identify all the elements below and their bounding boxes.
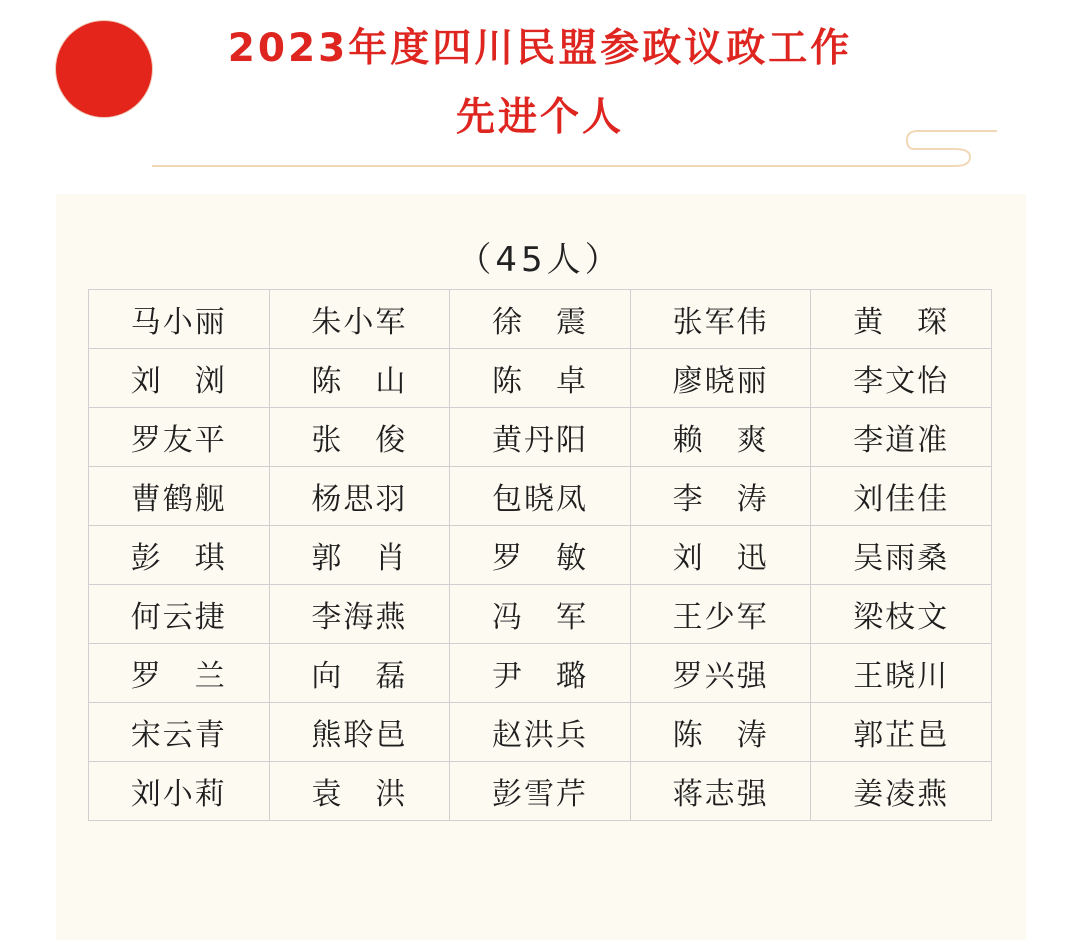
name-cell: 刘小莉 bbox=[89, 762, 270, 821]
name-cell: 宋云青 bbox=[89, 703, 270, 762]
name-cell: 罗 敏 bbox=[450, 526, 631, 585]
name-cell: 袁 洪 bbox=[269, 762, 450, 821]
name-cell: 赖 爽 bbox=[630, 408, 811, 467]
name-cell: 罗 兰 bbox=[89, 644, 270, 703]
name-cell: 郭 肖 bbox=[269, 526, 450, 585]
header-divider-decoration bbox=[0, 0, 1080, 200]
name-cell: 吴雨桑 bbox=[811, 526, 992, 585]
table-row bbox=[89, 703, 992, 762]
name-cell: 黄 琛 bbox=[811, 290, 992, 349]
name-cell: 罗兴强 bbox=[630, 644, 811, 703]
name-cell: 包晓凤 bbox=[450, 467, 631, 526]
page-title-line1: 2023年度四川民盟参政议政工作 bbox=[227, 26, 853, 71]
name-cell: 李道准 bbox=[811, 408, 992, 467]
name-cell: 姜凌燕 bbox=[811, 762, 992, 821]
name-cell: 王少军 bbox=[630, 585, 811, 644]
name-cell: 何云捷 bbox=[89, 585, 270, 644]
table-row bbox=[89, 526, 992, 585]
count-label: （45人） bbox=[457, 240, 623, 280]
page-title-line2: 先进个人 bbox=[455, 95, 624, 140]
name-cell: 黄丹阳 bbox=[450, 408, 631, 467]
name-cell: 蒋志强 bbox=[630, 762, 811, 821]
table-row bbox=[89, 467, 992, 526]
table-row bbox=[89, 762, 992, 821]
name-cell: 陈 涛 bbox=[630, 703, 811, 762]
name-cell: 李海燕 bbox=[269, 585, 450, 644]
name-cell: 尹 璐 bbox=[450, 644, 631, 703]
name-cell: 刘 浏 bbox=[89, 349, 270, 408]
table-row bbox=[89, 349, 992, 408]
name-cell: 李文怡 bbox=[811, 349, 992, 408]
names-table bbox=[88, 289, 992, 821]
name-cell: 陈 山 bbox=[269, 349, 450, 408]
name-cell: 罗友平 bbox=[89, 408, 270, 467]
name-cell: 曹鹤舰 bbox=[89, 467, 270, 526]
name-cell: 王晓川 bbox=[811, 644, 992, 703]
name-cell: 徐 震 bbox=[450, 290, 631, 349]
name-cell: 陈 卓 bbox=[450, 349, 631, 408]
name-cell: 彭 琪 bbox=[89, 526, 270, 585]
name-cell: 梁枝文 bbox=[811, 585, 992, 644]
name-cell: 廖晓丽 bbox=[630, 349, 811, 408]
name-cell: 向 磊 bbox=[269, 644, 450, 703]
name-cell: 彭雪芹 bbox=[450, 762, 631, 821]
name-cell: 马小丽 bbox=[89, 290, 270, 349]
name-cell: 朱小军 bbox=[269, 290, 450, 349]
table-row bbox=[89, 644, 992, 703]
name-cell: 熊聆邑 bbox=[269, 703, 450, 762]
name-cell: 郭芷邑 bbox=[811, 703, 992, 762]
name-cell: 刘 迅 bbox=[630, 526, 811, 585]
name-cell: 杨思羽 bbox=[269, 467, 450, 526]
name-cell: 张军伟 bbox=[630, 290, 811, 349]
table-row bbox=[89, 290, 992, 349]
name-cell: 刘佳佳 bbox=[811, 467, 992, 526]
table-row bbox=[89, 585, 992, 644]
name-cell: 冯 军 bbox=[450, 585, 631, 644]
name-cell: 张 俊 bbox=[269, 408, 450, 467]
name-cell: 李 涛 bbox=[630, 467, 811, 526]
name-cell: 赵洪兵 bbox=[450, 703, 631, 762]
table-row bbox=[89, 408, 992, 467]
